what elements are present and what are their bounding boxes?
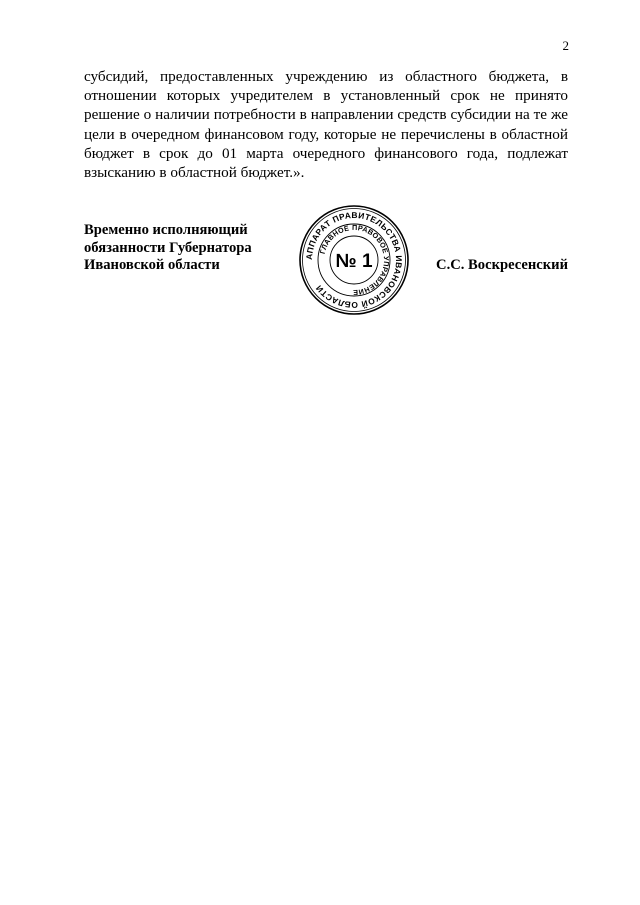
official-stamp — [298, 204, 410, 316]
stamp-center-number: № 1 — [335, 251, 373, 272]
signatory-name: С.С. Воскресенский — [436, 257, 568, 273]
signatory-position-line-2: обязанности Губернатора — [84, 239, 252, 256]
signatory-position — [84, 222, 252, 275]
stamp-outer-text: АППАРАТ ПРАВИТЕЛЬСТВА ИВАНОВСКОЙ ОБЛАСТИ — [303, 209, 405, 311]
stamp-inner-text: ГЛАВНОЕ ПРАВОВОЕ УПРАВЛЕНИЕ — [317, 222, 392, 298]
page-number: 2 — [562, 38, 569, 53]
signatory-position-line-3: Ивановской области — [84, 257, 220, 274]
signatory-position-line-1: Временно исполняющий — [84, 222, 248, 238]
stamp-seal-icon — [298, 204, 410, 316]
body-paragraph: субсидий, предоставленных учреждению из областного бюджета, в отношении которых учредителем в установленный срок не принято решение о наличии потребности в направлении средств субсидии на те же цели в очередном финансовом году, которые не перечислены в областной бюджет в срок до 01 марта очередного финансового года, подлежат взысканию в областной бюджет.». — [84, 68, 568, 182]
